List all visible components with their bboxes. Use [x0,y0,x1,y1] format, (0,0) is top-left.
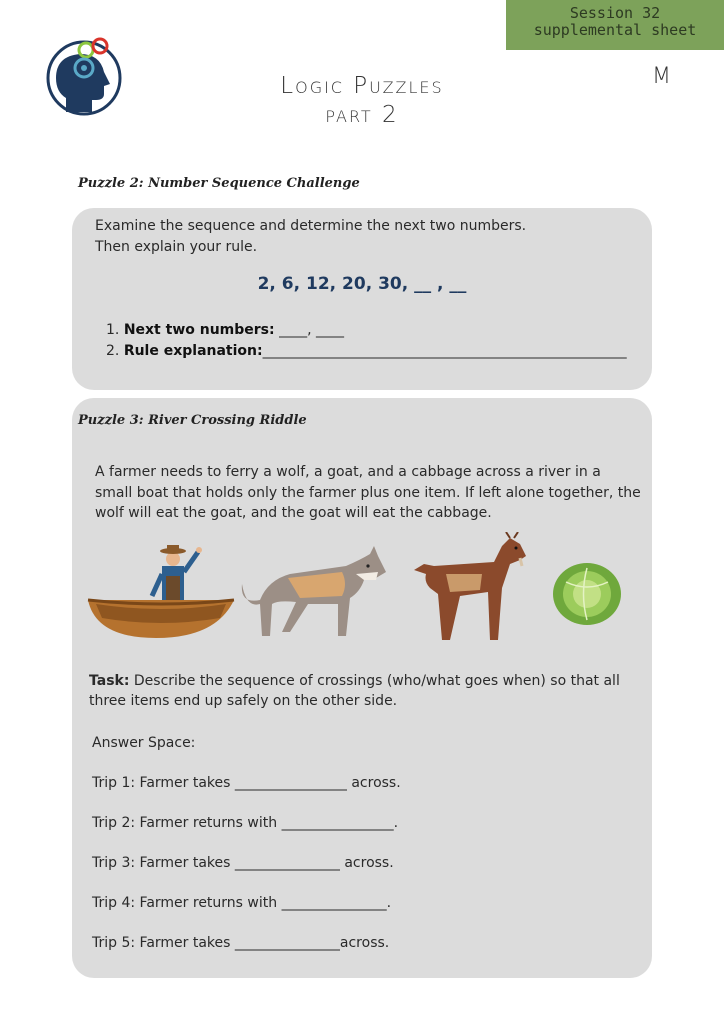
farmer-in-boat-image [86,542,236,640]
task-text-1: Describe the sequence of crossings (who/what goes when) so that all [129,673,620,689]
question-next-numbers [106,322,344,338]
session-badge [506,0,724,50]
puzzle2-instruction-1: Examine the sequence and determine the next two numbers. [95,218,527,234]
story-line-3: wolf will eat the goat, and the goat will eat the cabbage. [95,505,492,521]
trip-4[interactable]: Trip 4: Farmer returns with _______________. [92,895,392,911]
task-line-2: three items end up safely on the other side. [89,693,398,709]
q1-label: Next two numbers: [123,322,275,338]
trip-2[interactable]: Trip 2: Farmer returns with ________________. [92,815,399,831]
trip-5[interactable]: Trip 5: Farmer takes _______________across. [92,935,390,951]
q1-blank[interactable]: ____, ____ [279,322,344,338]
trip-3[interactable]: Trip 3: Farmer takes _______________ across. [92,855,394,871]
corner-letter: M [652,64,671,89]
session-line-2: supplemental sheet [533,21,697,39]
wolf-image [238,544,388,642]
brain-gears-logo-icon [44,28,126,118]
q1-number: 1. [106,322,120,338]
question-rule-explanation [106,343,627,359]
puzzle2-heading: Puzzle 2: Number Sequence Challenge [78,176,360,191]
title-line-1: Logic Puzzles [280,73,444,99]
story-line-1: A farmer needs to ferry a wolf, a goat, and a cabbage across a river in a [95,464,601,480]
trip-1[interactable]: Trip 1: Farmer takes ________________ across. [92,775,401,791]
goat-image [410,532,530,642]
task-label: Task: [89,673,130,689]
title-line-2: part 2 [325,102,399,128]
puzzle2-instruction-2: Then explain your rule. [95,239,258,255]
q2-label: Rule explanation: [123,343,263,359]
answer-space-label: Answer Space: [92,735,196,751]
cabbage-image [550,558,624,628]
number-sequence: 2, 6, 12, 20, 30, __ , __ [257,274,467,294]
q2-blank[interactable]: ____________________________________________________ [262,343,627,359]
page-title [212,72,512,130]
task-line-1 [89,671,620,691]
puzzle3-heading: Puzzle 3: River Crossing Riddle [78,413,307,428]
story-line-2: small boat that holds only the farmer plus one item. If left alone together, the [95,485,641,501]
q2-number: 2. [106,343,120,359]
session-line-1: Session 32 [569,4,661,22]
